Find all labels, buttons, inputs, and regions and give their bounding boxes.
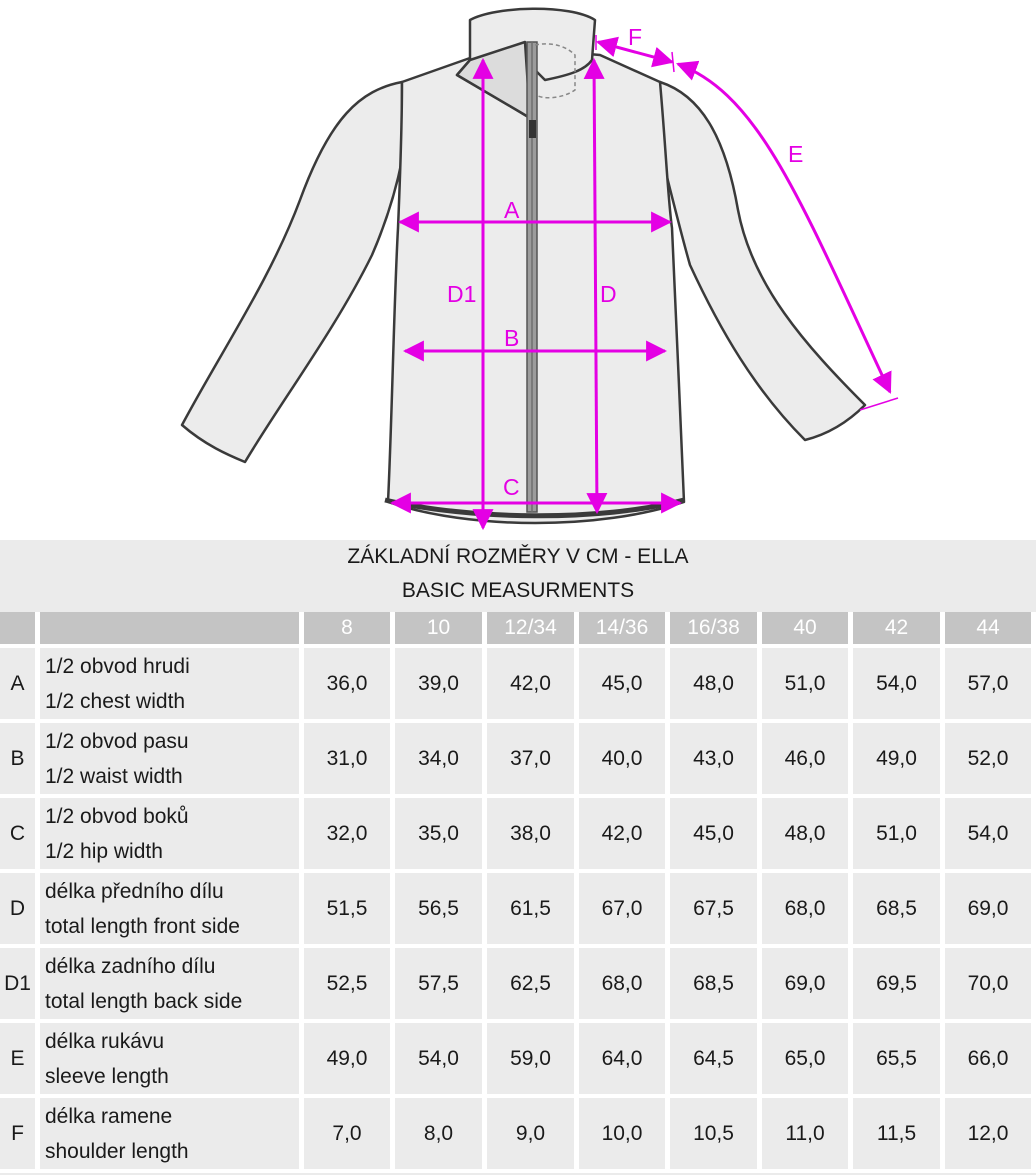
size-header: 40 — [762, 612, 853, 648]
measurement-value: 45,0 — [670, 798, 762, 873]
measurement-value: 45,0 — [579, 648, 670, 723]
measurement-row — [0, 1098, 1036, 1173]
size-header: 10 — [395, 612, 487, 648]
measurement-value: 69,0 — [945, 873, 1036, 948]
dimension-label-f: F — [628, 24, 643, 50]
measurement-value: 56,5 — [395, 873, 487, 948]
measurement-value: 49,0 — [304, 1023, 395, 1098]
measurement-value: 51,5 — [304, 873, 395, 948]
size-header: 42 — [853, 612, 945, 648]
measurement-value: 48,0 — [762, 798, 853, 873]
measurement-label — [40, 798, 304, 873]
size-header-row — [0, 612, 1036, 648]
jacket-measurement-diagram — [0, 0, 1036, 540]
measurement-value: 52,0 — [945, 723, 1036, 798]
measurement-code: D — [0, 873, 40, 948]
size-table — [0, 612, 1036, 1173]
zipper — [527, 42, 537, 512]
measurement-value: 68,5 — [853, 873, 945, 948]
dimension-label-d1: D1 — [447, 281, 477, 307]
chart-title: ZÁKLADNÍ ROZMĚRY V CM - ELLA — [347, 545, 689, 568]
measurement-value: 43,0 — [670, 723, 762, 798]
label-english: total length front side — [45, 914, 240, 938]
measurement-code: D1 — [0, 948, 40, 1023]
size-header: 44 — [945, 612, 1036, 648]
label-english: sleeve length — [45, 1064, 169, 1088]
measurement-value: 59,0 — [487, 1023, 579, 1098]
measurement-label — [40, 1098, 304, 1173]
measurement-value: 31,0 — [304, 723, 395, 798]
measurement-code: B — [0, 723, 40, 798]
measurement-value: 67,0 — [579, 873, 670, 948]
measurement-value: 70,0 — [945, 948, 1036, 1023]
measurement-value: 57,0 — [945, 648, 1036, 723]
measurement-value: 57,5 — [395, 948, 487, 1023]
measurement-value: 37,0 — [487, 723, 579, 798]
measurement-value: 46,0 — [762, 723, 853, 798]
measurement-value: 8,0 — [395, 1098, 487, 1173]
measurement-value: 12,0 — [945, 1098, 1036, 1173]
size-header: 16/38 — [670, 612, 762, 648]
jacket-outline — [182, 9, 865, 523]
dimension-label-a: A — [504, 197, 520, 223]
size-header: 8 — [304, 612, 395, 648]
measurement-label — [40, 648, 304, 723]
label-czech: délka ramene — [45, 1104, 173, 1128]
measurement-row — [0, 798, 1036, 873]
measurement-value: 39,0 — [395, 648, 487, 723]
header-corner — [0, 612, 40, 648]
header-label-spacer — [40, 612, 304, 648]
measurement-value: 61,5 — [487, 873, 579, 948]
measurement-value: 40,0 — [579, 723, 670, 798]
measurement-value: 51,0 — [762, 648, 853, 723]
measurement-value: 10,5 — [670, 1098, 762, 1173]
measurement-value: 68,0 — [579, 948, 670, 1023]
measurement-code: A — [0, 648, 40, 723]
label-czech: délka rukávu — [45, 1029, 165, 1053]
measurement-value: 52,5 — [304, 948, 395, 1023]
measurement-value: 68,5 — [670, 948, 762, 1023]
measurement-value: 54,0 — [945, 798, 1036, 873]
size-header: 14/36 — [579, 612, 670, 648]
chart-subtitle: BASIC MEASURMENTS — [401, 579, 635, 602]
measurement-label — [40, 723, 304, 798]
measurement-row — [0, 648, 1036, 723]
measurement-value: 65,5 — [853, 1023, 945, 1098]
measurement-value: 64,0 — [579, 1023, 670, 1098]
measurement-code: C — [0, 798, 40, 873]
dimension-label-d: D — [600, 281, 617, 307]
dimension-label-b: B — [504, 325, 520, 351]
measurement-code: E — [0, 1023, 40, 1098]
measurement-value: 11,0 — [762, 1098, 853, 1173]
dimension-label-e: E — [788, 141, 804, 167]
measurement-value: 49,0 — [853, 723, 945, 798]
measurement-value: 66,0 — [945, 1023, 1036, 1098]
left-sleeve — [182, 82, 402, 462]
measurement-value: 67,5 — [670, 873, 762, 948]
measurement-value: 69,0 — [762, 948, 853, 1023]
measurement-code: F — [0, 1098, 40, 1173]
label-english: 1/2 chest width — [45, 689, 186, 713]
dimension-label-c: C — [503, 474, 520, 500]
label-english: 1/2 hip width — [45, 839, 163, 863]
measurement-row — [0, 723, 1036, 798]
label-czech: 1/2 obvod hrudi — [45, 654, 190, 678]
measurement-value: 42,0 — [487, 648, 579, 723]
measurement-row — [0, 1023, 1036, 1098]
size-header: 12/34 — [487, 612, 579, 648]
measurement-label — [40, 1023, 304, 1098]
measurement-value: 69,5 — [853, 948, 945, 1023]
measurement-value: 36,0 — [304, 648, 395, 723]
label-czech: délka zadního dílu — [45, 954, 216, 978]
measurement-value: 62,5 — [487, 948, 579, 1023]
measurement-value: 54,0 — [395, 1023, 487, 1098]
measurement-value: 68,0 — [762, 873, 853, 948]
measurement-value: 11,5 — [853, 1098, 945, 1173]
label-czech: 1/2 obvod boků — [45, 804, 189, 828]
measurement-row — [0, 948, 1036, 1023]
measurement-value: 7,0 — [304, 1098, 395, 1173]
measurement-value: 64,5 — [670, 1023, 762, 1098]
label-czech: 1/2 obvod pasu — [45, 729, 189, 753]
label-english: shoulder length — [45, 1139, 189, 1163]
measurement-label — [40, 873, 304, 948]
measurement-value: 38,0 — [487, 798, 579, 873]
label-english: 1/2 waist width — [45, 764, 183, 788]
measurement-value: 51,0 — [853, 798, 945, 873]
measurement-value: 54,0 — [853, 648, 945, 723]
measurement-value: 9,0 — [487, 1098, 579, 1173]
measurement-value: 35,0 — [395, 798, 487, 873]
measurement-value: 65,0 — [762, 1023, 853, 1098]
measurement-value: 32,0 — [304, 798, 395, 873]
measurement-value: 10,0 — [579, 1098, 670, 1173]
measurement-row — [0, 873, 1036, 948]
measurement-value: 42,0 — [579, 798, 670, 873]
measurement-value: 34,0 — [395, 723, 487, 798]
measurement-label — [40, 948, 304, 1023]
size-chart — [0, 540, 1036, 1175]
label-czech: délka předního dílu — [45, 879, 224, 903]
measurement-value: 48,0 — [670, 648, 762, 723]
label-english: total length back side — [45, 989, 243, 1013]
